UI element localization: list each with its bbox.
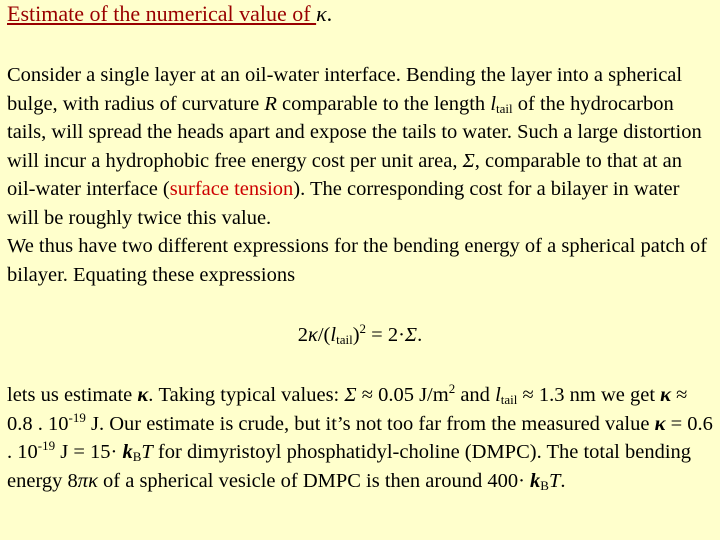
symbol-k: k — [530, 469, 541, 492]
symbol-k: k — [122, 441, 133, 463]
symbol-T: T — [548, 469, 561, 492]
symbol-sigma: Σ — [344, 384, 357, 406]
text-run: J. Our estimate is crude, but it’s not too far from the measured value — [85, 412, 655, 435]
subscript-tail: tail — [500, 392, 518, 407]
eq-part: 2 — [297, 324, 309, 346]
symbol-kappa: κ — [654, 412, 666, 435]
equation — [7, 321, 713, 349]
eq-l: l — [330, 324, 337, 346]
symbol-R: R — [264, 92, 277, 115]
superscript-exponent: -19 — [68, 409, 86, 425]
title-text: Estimate of the numerical value of — [7, 1, 317, 26]
symbol-l: l — [490, 92, 497, 115]
eq-part: . — [417, 324, 423, 346]
eq-superscript-2: 2 — [359, 321, 367, 336]
title-kappa-symbol: κ — [316, 1, 327, 26]
text-run: ≈ 0.8 . 10 — [7, 384, 688, 435]
text-run: ≈ 0.05 J/m — [356, 384, 449, 406]
surface-tension-link[interactable]: surface tension — [169, 178, 294, 200]
eq-subscript-tail: tail — [336, 332, 353, 347]
subscript-B: B — [540, 477, 549, 493]
paragraph-equating-expressions: We thus have two different expressions for the bending energy of a spherical patch of bilayer. Equating these expressions — [7, 235, 708, 286]
text-run: of the hydrocarbon tails, will spread the heads apart and expose the tails to water. Such a large distortion will incur a hydrophobic free energy cost per unit area, — [7, 92, 702, 172]
text-run: J = 15· — [55, 441, 123, 463]
eq-part: /( — [317, 324, 331, 346]
text-run: . Taking typical values: — [148, 384, 345, 406]
page-title — [7, 0, 713, 27]
superscript-2: 2 — [448, 381, 456, 396]
symbol-kappa: κ — [660, 384, 672, 406]
text-run: ). The corresponding cost for a bilayer in water will be roughly twice this value. — [7, 178, 680, 229]
symbol-pi: π — [77, 469, 89, 492]
subscript-tail: tail — [496, 100, 513, 116]
slide — [7, 0, 713, 495]
text-run: Consider a single layer at an oil-water interface. Bending the layer into a spherical bulge, with radius of curvature — [7, 64, 683, 115]
text-run: ≈ 1.3 nm we get — [517, 384, 661, 406]
text-run: and — [455, 384, 496, 406]
eq-part: ) — [352, 324, 360, 346]
text-run: for dimyristoyl phosphatidyl-choline (DMPC). The total bending energy 8 — [7, 441, 692, 492]
superscript-exponent: -19 — [37, 438, 56, 453]
eq-part: = 2· — [366, 324, 405, 346]
symbol-kappa: κ — [88, 469, 98, 492]
text-run: lets us estimate — [7, 384, 138, 406]
paragraph-bilayer-cost — [7, 61, 713, 289]
text-run: of a spherical vesicle of DMPC is then around 400· — [97, 469, 531, 492]
title-period: . — [326, 1, 333, 26]
text-run: , comparable to that at an oil-water interface ( — [7, 149, 682, 200]
symbol-sigma: Σ — [462, 149, 475, 172]
text-run: = 0.6 . 10 — [7, 412, 713, 463]
eq-kappa: κ — [308, 324, 318, 346]
symbol-T: T — [141, 441, 153, 463]
symbol-kappa: κ — [137, 384, 149, 406]
subscript-B: B — [132, 449, 142, 464]
text-run: . — [560, 469, 566, 492]
symbol-l: l — [495, 384, 501, 406]
eq-sigma: Σ — [404, 324, 418, 346]
text-run: comparable to the length — [276, 92, 491, 115]
paragraph-estimate — [7, 381, 713, 495]
